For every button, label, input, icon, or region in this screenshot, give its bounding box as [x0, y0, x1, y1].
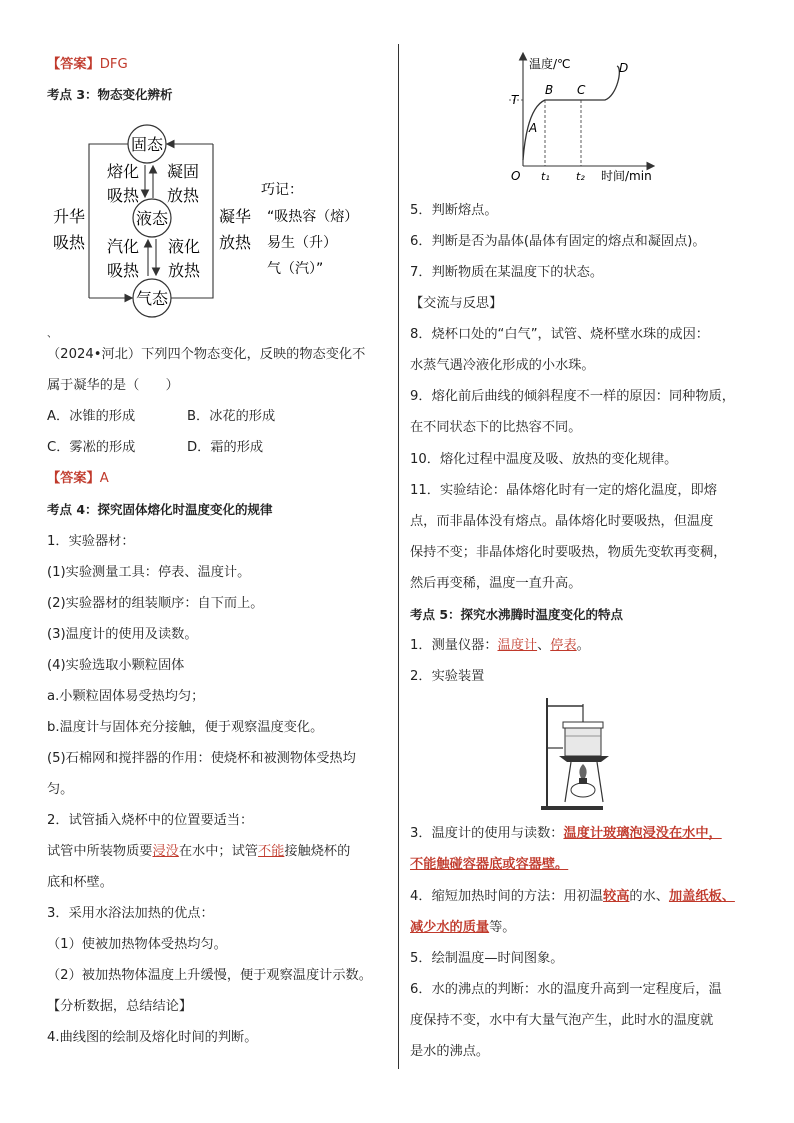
svg-text:吸热: 吸热: [107, 261, 140, 280]
svg-text:固态: 固态: [130, 135, 164, 154]
question-stem: （2024•河北）下列四个物态变化，反映的物态变化不: [47, 347, 366, 362]
svg-text:气（汽）”: 气（汽）”: [267, 261, 324, 277]
svg-text:O: O: [511, 169, 521, 183]
kaodian5-heading: 考点 5：探究水沸腾时温度变化的特点: [410, 607, 624, 622]
svg-text:吸热: 吸热: [107, 186, 140, 205]
option-d: D．霜的形成: [187, 440, 264, 455]
svg-text:凝华: 凝华: [219, 207, 252, 226]
option-a: A．冰锥的形成: [47, 409, 136, 424]
svg-text:放热: 放热: [168, 261, 201, 280]
svg-text:时间/min: 时间/min: [601, 169, 652, 183]
svg-text:易生（升）: 易生（升）: [267, 235, 337, 251]
column-divider: [398, 44, 399, 1069]
svg-text:气态: 气态: [135, 289, 169, 308]
svg-text:T: T: [511, 93, 519, 107]
option-b: B．冰花的形成: [187, 409, 276, 424]
svg-text:A: A: [529, 121, 538, 135]
svg-text:C: C: [577, 83, 586, 97]
temperature-curve: [523, 66, 619, 160]
svg-text:放热: 放热: [167, 186, 200, 205]
svg-text:D: D: [619, 61, 629, 75]
svg-text:汽化: 汽化: [107, 237, 140, 256]
melting-curve-graph: [505, 48, 765, 188]
svg-text:巧记：: 巧记：: [261, 182, 303, 198]
svg-text:升华: 升华: [53, 207, 86, 226]
svg-text:液态: 液态: [135, 209, 169, 228]
svg-text:t₂: t₂: [576, 170, 585, 183]
svg-text:放热: 放热: [219, 233, 252, 252]
kaodian3-heading: 考点 3：物态变化辨析: [47, 87, 173, 102]
svg-text:温度/℃: 温度/℃: [529, 57, 571, 71]
answer-line: 【答案】DFG: [47, 57, 128, 72]
svg-text:“吸热容（熔）: “吸热容（熔）: [267, 209, 359, 225]
boiling-apparatus-image: [535, 692, 625, 812]
option-c: C．雾凇的形成: [47, 440, 136, 455]
svg-text:凝固: 凝固: [167, 162, 200, 181]
svg-text:液化: 液化: [168, 237, 201, 256]
kaodian4-heading: 考点 4：探究固体熔化时温度变化的规律: [47, 502, 273, 517]
svg-text:B: B: [545, 83, 554, 97]
svg-text:熔化: 熔化: [107, 162, 140, 181]
answer-line: 【答案】A: [47, 471, 109, 486]
phase-change-diagram: [47, 120, 392, 340]
svg-text:吸热: 吸热: [53, 233, 86, 252]
svg-text:t₁: t₁: [541, 170, 550, 183]
